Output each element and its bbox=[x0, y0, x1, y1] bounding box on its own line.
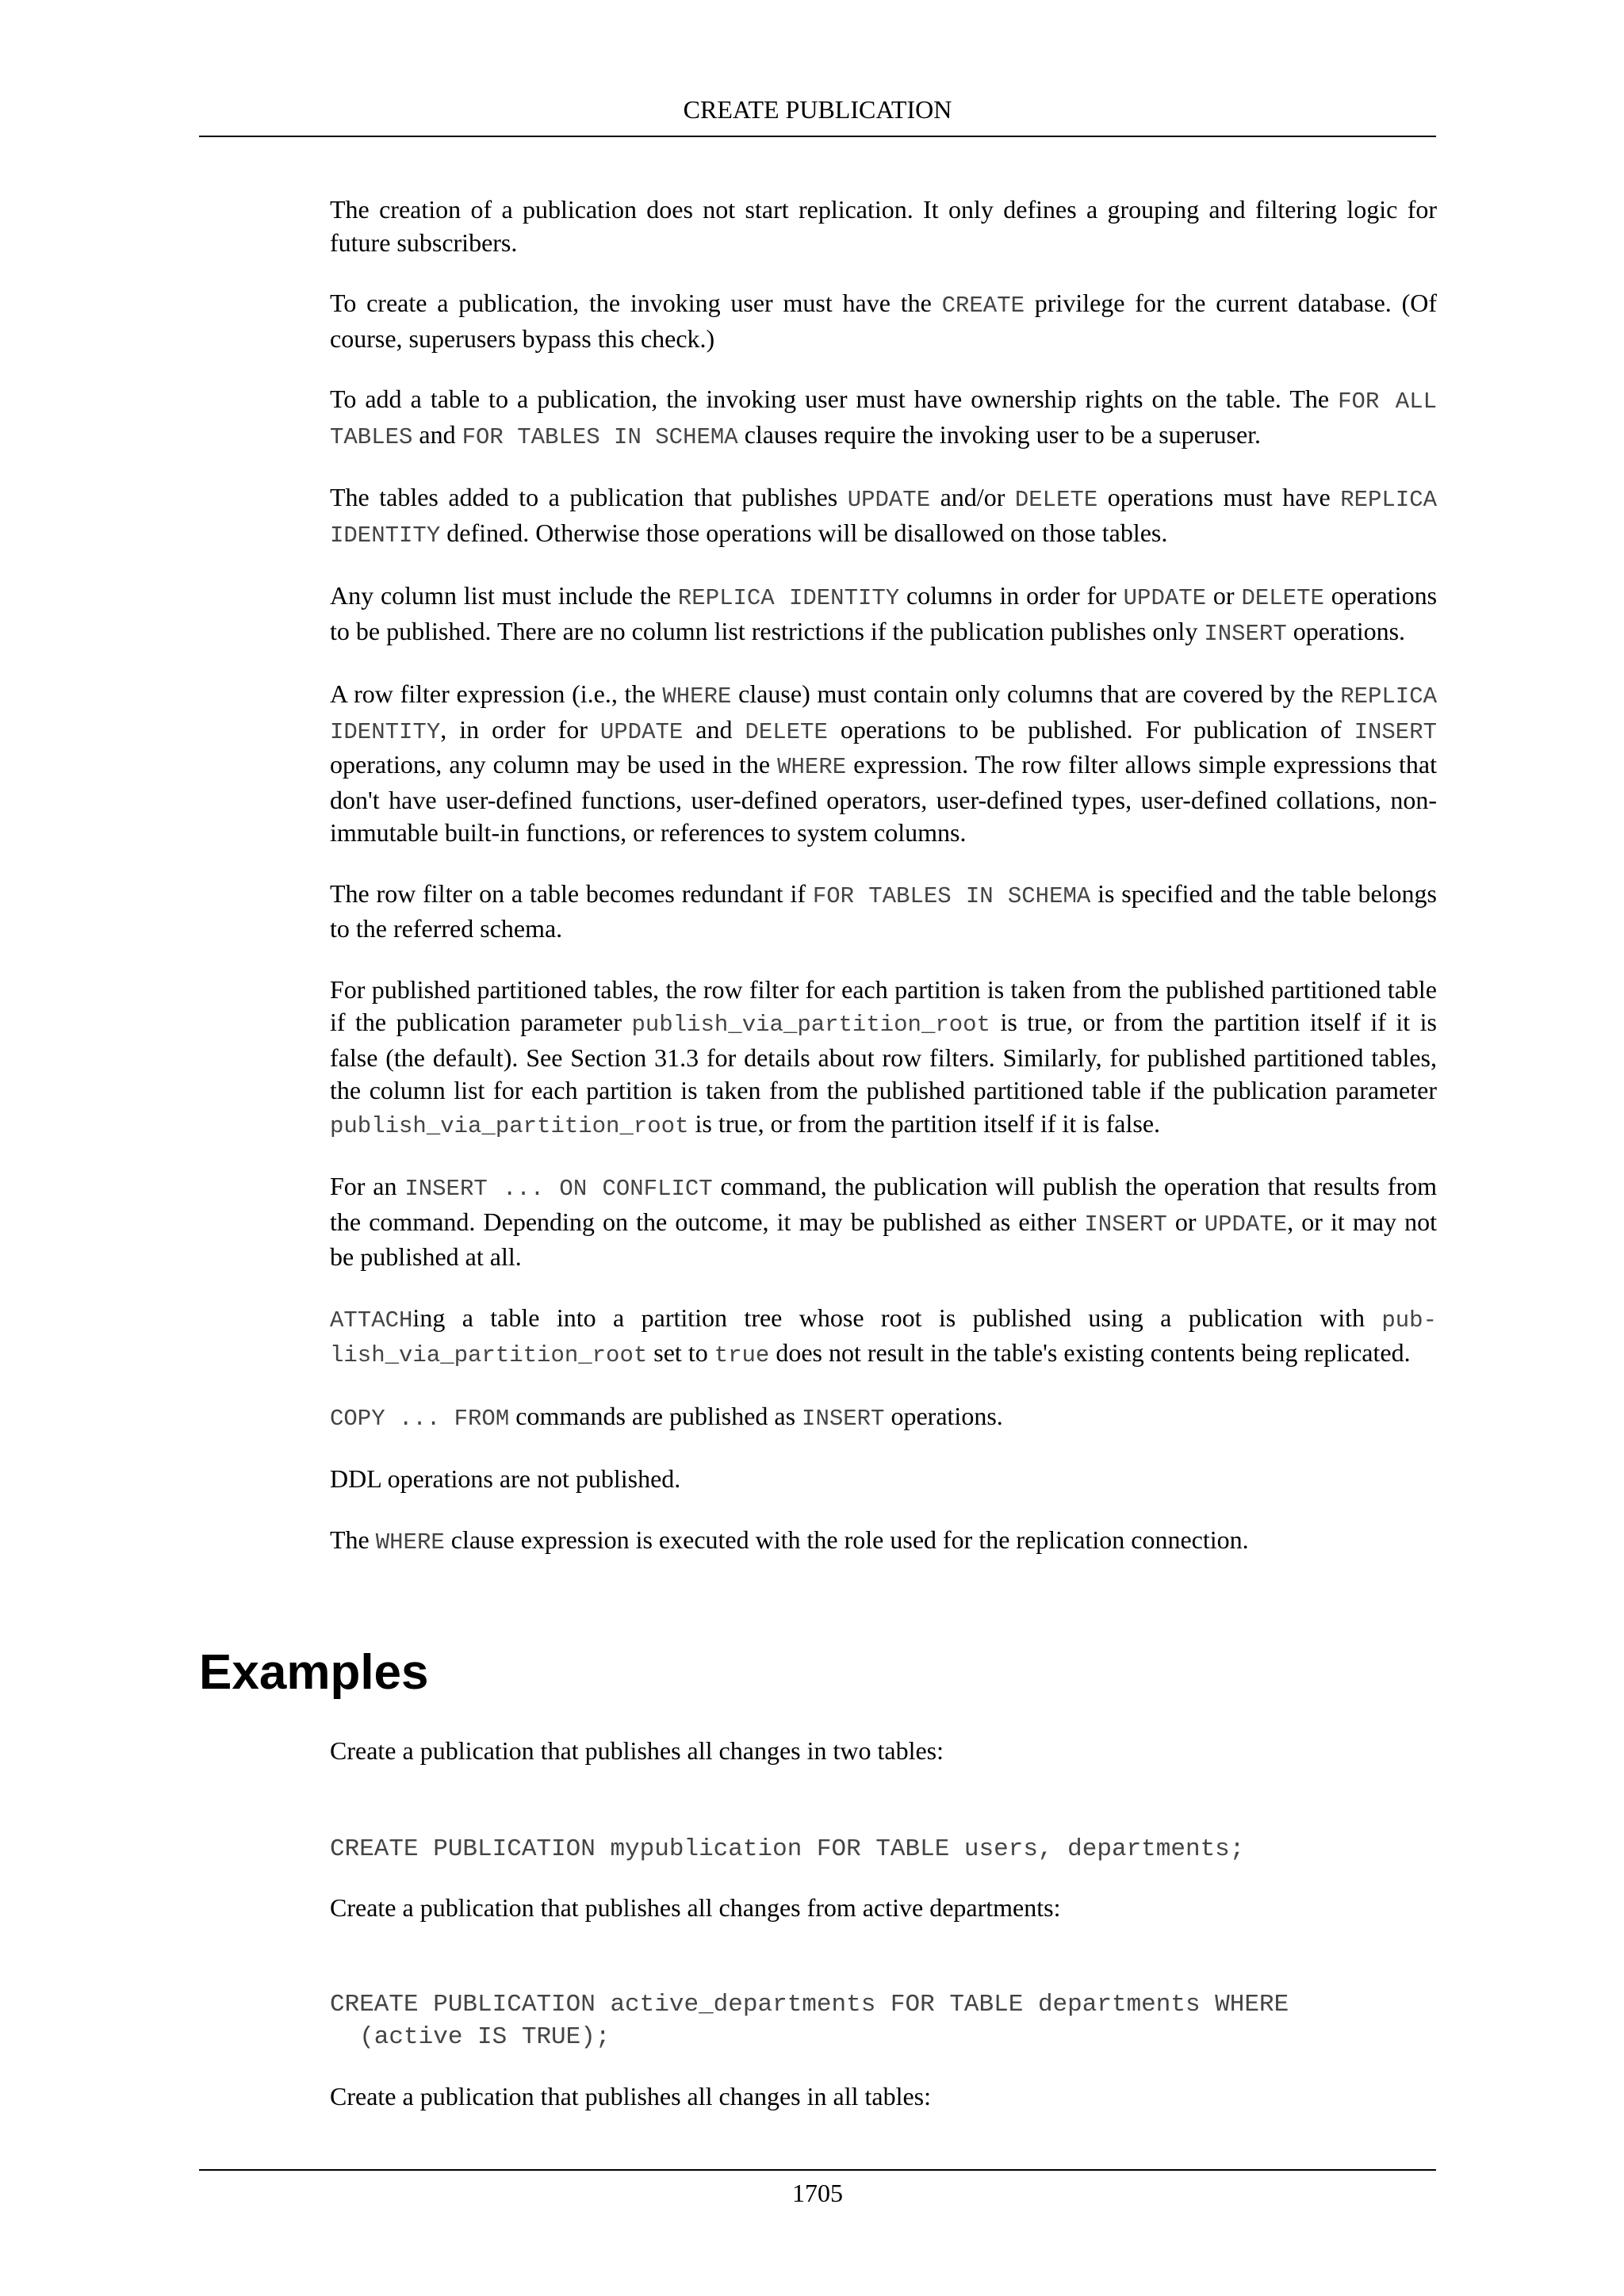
text: defined. Otherwise those operations will be disallowed on those tables. bbox=[440, 518, 1168, 547]
code-literal: INSERT bbox=[1204, 620, 1287, 647]
text: operations, any column may be used in the bbox=[330, 750, 778, 779]
example-description: Create a publication that publishes all changes from active departments: bbox=[330, 1893, 1061, 1922]
text: clause expression is executed with the role used for the replication connection. bbox=[444, 1525, 1249, 1554]
code-literal: INSERT bbox=[1084, 1211, 1167, 1238]
text: , or it may not be published at all. bbox=[330, 1207, 1438, 1271]
code-literal: WHERE bbox=[375, 1529, 445, 1556]
code-literal: FOR TABLES IN SCHEMA bbox=[462, 423, 738, 450]
paragraph-on-conflict bbox=[330, 1170, 1437, 1274]
text: or bbox=[1166, 1207, 1205, 1236]
text: , in order for bbox=[440, 714, 600, 744]
code-literal: publish_via_partition_root bbox=[330, 1307, 1437, 1368]
paragraph-redundant-filter bbox=[330, 878, 1437, 946]
section-heading-examples: Examples bbox=[199, 1645, 429, 1700]
text: clauses require the invoking user to be a superuser. bbox=[737, 419, 1262, 449]
code-literal: FOR ALL TABLES bbox=[330, 388, 1437, 450]
code-literal: INSERT bbox=[1354, 718, 1437, 745]
text: clause) must contain only columns that are covered by the bbox=[731, 679, 1341, 708]
text: DDL operations are not published. bbox=[330, 1464, 681, 1493]
code-literal: COPY ... FROM bbox=[330, 1405, 510, 1432]
text: operations. bbox=[884, 1401, 1003, 1430]
example-code-block: CREATE PUBLICATION mypublication FOR TABLE users, departments; bbox=[330, 1835, 1245, 1863]
text: The tables added to a publication that publishes bbox=[330, 483, 848, 511]
text: For an bbox=[330, 1172, 405, 1200]
paragraph-create-privilege bbox=[330, 287, 1437, 355]
paragraph-copy bbox=[330, 1400, 1437, 1436]
text: The row filter on a table becomes redundant if bbox=[330, 878, 813, 908]
footer-rule bbox=[199, 2169, 1436, 2171]
code-literal: REPLICA IDENTITY bbox=[330, 487, 1438, 549]
page-number: 1705 bbox=[792, 2179, 843, 2207]
code-literal: FOR TABLES IN SCHEMA bbox=[812, 882, 1091, 909]
text: operations must have bbox=[1097, 483, 1341, 511]
code-literal: publish_via_partition_root bbox=[330, 1112, 689, 1139]
text: The creation of a publication does not start replication. It only defines a grouping and filtering logic for future subscribers. bbox=[330, 195, 1437, 257]
text: For published partitioned tables, the row filter for each partition is taken from the published partitioned table if the publication parameter bbox=[330, 974, 1437, 1036]
code-literal: DELETE bbox=[1014, 487, 1098, 513]
code-literal: INSERT ... ON CONFLICT bbox=[404, 1176, 713, 1202]
text: and bbox=[412, 419, 462, 449]
text: Any column list must include the bbox=[330, 581, 678, 610]
code-literal: publish_via_partition_root bbox=[631, 1012, 990, 1038]
text: is specified and the table belongs to the referred schema. bbox=[330, 878, 1438, 943]
paragraph-replica-identity bbox=[330, 481, 1437, 552]
text: columns in order for bbox=[899, 581, 1124, 610]
text: is true, or from the partition itself if it is false. bbox=[688, 1108, 1161, 1138]
text: command, the publication will publish the operation that results from the command. Depending on the outcome, it may be published as either bbox=[330, 1172, 1437, 1236]
running-header: CREATE PUBLICATION bbox=[683, 95, 952, 124]
code-literal: UPDATE bbox=[599, 718, 684, 745]
text: operations. bbox=[1286, 616, 1406, 645]
code-literal: DELETE bbox=[745, 718, 828, 745]
text: A row filter expression (i.e., the bbox=[330, 679, 663, 708]
text: privilege for the current database. (Of course, superusers bypass this check.) bbox=[330, 289, 1438, 353]
code-literal: REPLICA IDENTITY bbox=[677, 585, 900, 611]
text: operations to be published. There are no column list restrictions if the publication publishes only bbox=[330, 581, 1438, 645]
paragraph-attach bbox=[330, 1302, 1437, 1372]
text: and bbox=[683, 714, 745, 744]
text: set to bbox=[647, 1338, 714, 1367]
code-literal: WHERE bbox=[777, 754, 847, 780]
text: The bbox=[330, 1525, 376, 1554]
paragraph-ddl bbox=[330, 1463, 1437, 1496]
code-literal: UPDATE bbox=[1204, 1211, 1288, 1238]
text: ing a table into a partition tree whose root is published using a publication with bbox=[412, 1303, 1382, 1332]
header-rule bbox=[199, 136, 1436, 137]
notes-body bbox=[330, 193, 1437, 1586]
code-literal: INSERT bbox=[802, 1405, 885, 1432]
text: and/or bbox=[930, 483, 1015, 511]
code-literal: UPDATE bbox=[847, 487, 931, 513]
text: commands are published as bbox=[509, 1401, 802, 1430]
code-literal: UPDATE bbox=[1123, 585, 1207, 611]
code-literal: true bbox=[714, 1342, 770, 1368]
code-literal: CREATE bbox=[941, 293, 1025, 319]
text: does not result in the table's existing contents being replicated. bbox=[769, 1338, 1411, 1367]
paragraph-column-list bbox=[330, 580, 1437, 650]
example-description: Create a publication that publishes all changes in all tables: bbox=[330, 2082, 931, 2110]
text: is true, or from the partition itself if it is false (the default). See Section 31.3 for details about row filters. Similarly, for published partitioned tables, the column list for each partition is taken from the published partitioned table if the publication parameter bbox=[330, 1008, 1438, 1104]
text: To create a publication, the invoking user must have the bbox=[330, 289, 942, 317]
paragraph-ownership bbox=[330, 383, 1437, 453]
text: or bbox=[1206, 581, 1242, 610]
code-literal: WHERE bbox=[662, 683, 732, 710]
text: operations to be published. For publication of bbox=[827, 714, 1354, 744]
text: To add a table to a publication, the invoking user must have ownership rights on the table. The bbox=[330, 385, 1339, 413]
paragraph-partitioned-tables bbox=[330, 974, 1437, 1143]
text: expression. The row filter allows simple expressions that don't have user-defined functions, user-defined operators, user-defined types, user-defined collations, non-immutable built-in functions, or references to system columns. bbox=[330, 750, 1437, 847]
paragraph-row-filter bbox=[330, 678, 1437, 850]
code-literal: REPLICA IDENTITY bbox=[330, 683, 1438, 745]
code-literal: ATTACH bbox=[330, 1307, 413, 1334]
example-description: Create a publication that publishes all changes in two tables: bbox=[330, 1736, 944, 1765]
example-code-block: CREATE PUBLICATION active_departments FOR TABLE departments WHERE (active IS TRUE); bbox=[330, 1991, 1289, 2051]
paragraph-replication-note bbox=[330, 193, 1437, 259]
code-literal: DELETE bbox=[1241, 585, 1324, 611]
paragraph-where-role bbox=[330, 1524, 1437, 1559]
